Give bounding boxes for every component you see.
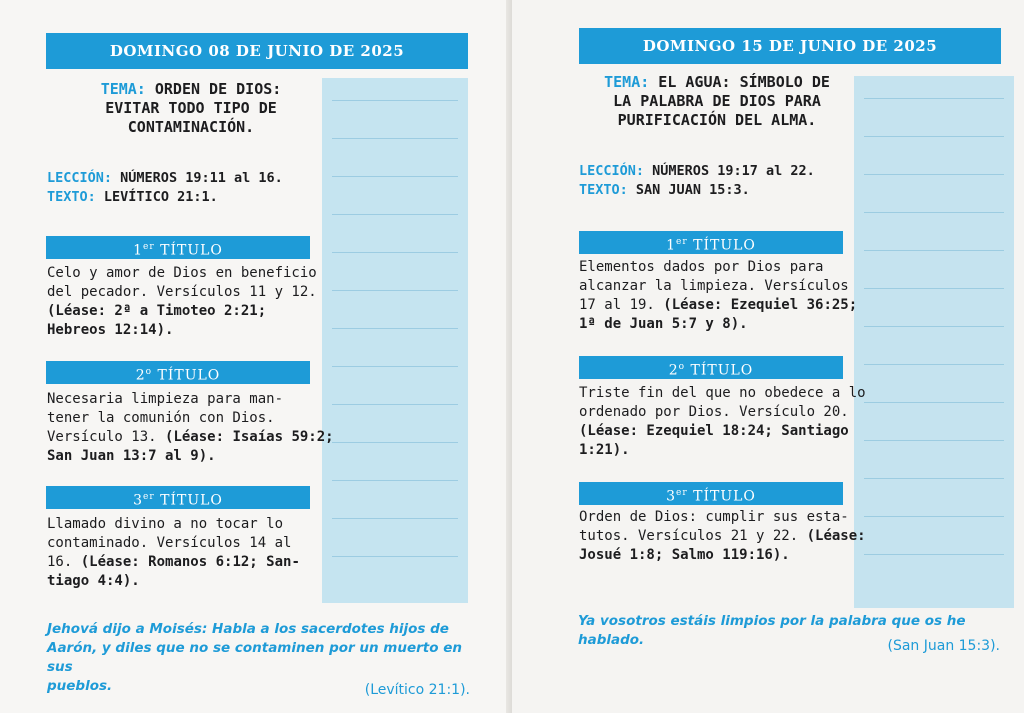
texto-value: SAN JUAN 15:3. bbox=[635, 182, 750, 198]
reference-line: tiago 4:4). bbox=[47, 573, 140, 589]
section-1-text bbox=[47, 264, 337, 340]
body-line: 17 al 19. bbox=[579, 297, 655, 313]
reference-line: San Juan 13:7 al 9). bbox=[47, 448, 216, 464]
date-text: DOMINGO 15 DE JUNIO DE 2025 bbox=[642, 37, 938, 55]
reference-line: Hebreos 12:14). bbox=[47, 322, 174, 338]
tema-line-2: EVITAR TODO TIPO DE bbox=[105, 99, 277, 117]
tema-label: TEMA: bbox=[604, 73, 650, 91]
body-line: Elementos dados por Dios para bbox=[579, 259, 824, 275]
leccion-value: NÚMEROS 19:17 al 22. bbox=[652, 163, 815, 179]
body-line: del pecador. Versículos 11 y 12. bbox=[47, 284, 317, 300]
tema-block bbox=[46, 80, 336, 137]
tema-block bbox=[582, 73, 852, 130]
body-line: Celo y amor de Dios en beneficio bbox=[47, 265, 317, 281]
reference-line: (Léase: 2ª a Timoteo 2:21; bbox=[47, 303, 267, 319]
verse-line: Aarón, y diles que no se contaminen por un muerto en sus bbox=[47, 640, 462, 675]
tema-line-2: LA PALABRA DE DIOS PARA bbox=[613, 92, 821, 110]
title-number: 2 bbox=[668, 362, 679, 379]
body-line: ordenado por Dios. Versículo 20. bbox=[579, 404, 849, 420]
texto-line bbox=[47, 188, 218, 207]
reference-inline: (Léase: Isaías 59:2; bbox=[165, 429, 334, 445]
reference-line: Josué 1:8; Salmo 119:16). bbox=[579, 547, 790, 563]
verse-line: Jehová dijo a Moisés: Habla a los sacerdotes hijos de bbox=[47, 621, 449, 637]
title-ordinal: er bbox=[676, 488, 688, 498]
tema-line-1: EL AGUA: SÍMBOLO DE bbox=[658, 73, 830, 91]
leccion-value: NÚMEROS 19:11 al 16. bbox=[120, 170, 283, 186]
texto-value: LEVÍTICO 21:1. bbox=[103, 189, 218, 205]
tema-label: TEMA: bbox=[100, 80, 146, 98]
texto-line bbox=[579, 181, 750, 200]
leccion-label: LECCIÓN: bbox=[579, 163, 645, 179]
body-line: 16. bbox=[47, 554, 73, 570]
title-number: 1 bbox=[133, 242, 144, 259]
body-line: alcanzar la limpieza. Versículos bbox=[579, 278, 849, 294]
body-line: Necesaria limpieza para man- bbox=[47, 391, 284, 407]
body-line: contaminado. Versículos 14 al bbox=[47, 535, 292, 551]
tema-line-1: ORDEN DE DIOS: bbox=[154, 80, 282, 98]
title-bar-3 bbox=[46, 486, 310, 509]
title-bar-3 bbox=[579, 482, 843, 505]
section-2-text bbox=[47, 390, 337, 466]
leccion-line bbox=[47, 169, 283, 188]
title-label: TÍTULO bbox=[157, 367, 221, 384]
title-bar-1 bbox=[579, 231, 843, 254]
bleed-through-panel bbox=[322, 78, 468, 603]
title-ordinal: o bbox=[678, 362, 686, 372]
title-label: TÍTULO bbox=[160, 492, 223, 509]
reference-line: 1:21). bbox=[579, 442, 630, 458]
body-line: tener la comunión con Dios. bbox=[47, 410, 275, 426]
title-bar-2 bbox=[46, 361, 310, 384]
leccion-label: LECCIÓN: bbox=[47, 170, 113, 186]
title-ordinal: er bbox=[676, 237, 688, 247]
reference-line: (Léase: Ezequiel 18:24; Santiago bbox=[579, 423, 849, 439]
title-ordinal: er bbox=[143, 492, 155, 502]
title-label: TÍTULO bbox=[690, 362, 754, 379]
texto-label: TEXTO: bbox=[47, 189, 96, 205]
bleed-through-panel bbox=[854, 76, 1014, 608]
verse-line: Ya vosotros estáis limpios por la palabra que os he hablado. bbox=[578, 613, 966, 648]
date-banner bbox=[579, 28, 1001, 64]
reference-inline: (Léase: Ezequiel 36:25; bbox=[663, 297, 858, 313]
body-line: tutos. Versículos 21 y 22. bbox=[579, 528, 799, 544]
texto-label: TEXTO: bbox=[579, 182, 628, 198]
title-label: TÍTULO bbox=[693, 237, 756, 254]
title-number: 1 bbox=[666, 237, 677, 254]
title-number: 2 bbox=[135, 367, 146, 384]
section-2-text bbox=[579, 384, 879, 460]
section-3-text bbox=[47, 515, 337, 591]
title-label: TÍTULO bbox=[693, 488, 756, 505]
title-number: 3 bbox=[666, 488, 677, 505]
title-ordinal: er bbox=[143, 242, 155, 252]
right-page bbox=[512, 0, 1024, 713]
date-banner bbox=[46, 33, 468, 69]
reference-line: 1ª de Juan 5:7 y 8). bbox=[579, 316, 748, 332]
verse-reference: (Levítico 21:1). bbox=[364, 682, 470, 698]
tema-line-3: PURIFICACIÓN DEL ALMA. bbox=[617, 111, 817, 129]
section-1-text bbox=[579, 258, 869, 334]
title-ordinal: o bbox=[145, 367, 153, 377]
title-bar-1 bbox=[46, 236, 310, 259]
title-bar-2 bbox=[579, 356, 843, 379]
section-3-text bbox=[579, 508, 869, 565]
body-line: Triste fin del que no obedece a lo bbox=[579, 385, 866, 401]
reference-inline: (Léase: Romanos 6:12; San- bbox=[80, 554, 300, 570]
title-number: 3 bbox=[133, 492, 144, 509]
verse-line: pueblos. bbox=[47, 678, 113, 694]
date-text: DOMINGO 08 DE JUNIO DE 2025 bbox=[109, 42, 405, 60]
body-line: Llamado divino a no tocar lo bbox=[47, 516, 284, 532]
verse-reference: (San Juan 15:3). bbox=[887, 638, 1000, 654]
tema-line-3: CONTAMINACIÓN. bbox=[127, 118, 255, 136]
body-line: Orden de Dios: cumplir sus esta- bbox=[579, 509, 849, 525]
reference-inline: (Léase: bbox=[806, 528, 866, 544]
leccion-line bbox=[579, 162, 815, 181]
body-line: Versículo 13. bbox=[47, 429, 157, 445]
title-label: TÍTULO bbox=[160, 242, 223, 259]
